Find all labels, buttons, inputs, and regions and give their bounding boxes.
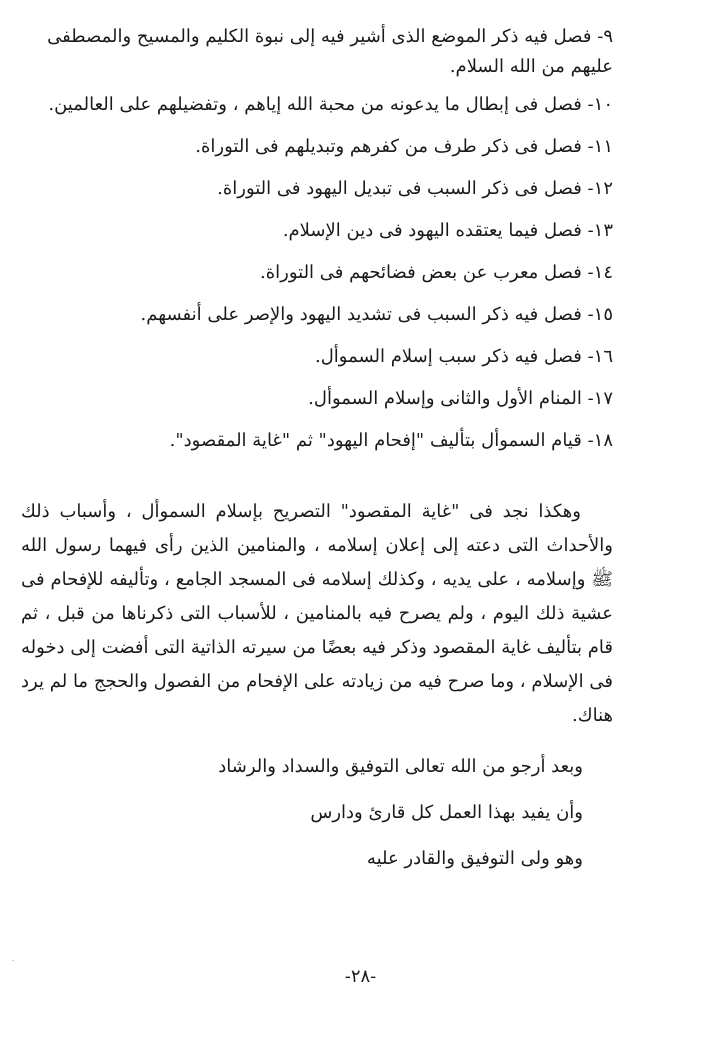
chapter-item-10: ١٠- فصل فى إبطال ما يدعونه من محبة الله إياهم ، وتفضيلهم على العالمين. bbox=[48, 94, 613, 115]
chapter-item-9: ٩- فصل فيه ذكر الموضع الذى أشير فيه إلى نبوة الكليم والمسيح والمصطفى عليهم من الله السلام. bbox=[47, 26, 613, 77]
chapter-item-11: ١١- فصل فى ذكر طرف من كفرهم وتبديلهم فى التوراة. bbox=[195, 136, 613, 157]
closing-lines bbox=[63, 752, 583, 890]
closing-line-2: وأن يفيد بهذا العمل كل قارئ ودارس bbox=[310, 802, 583, 823]
chapter-item-16: ١٦- فصل فيه ذكر سبب إسلام السموأل. bbox=[314, 346, 613, 367]
closing-line-1: وبعد أرجو من الله تعالى التوفيق والسداد والرشاد bbox=[218, 756, 583, 777]
chapter-list bbox=[21, 22, 613, 468]
scan-edge-mark bbox=[12, 960, 14, 961]
chapter-item-17: ١٧- المنام الأول والثانى وإسلام السموأل. bbox=[308, 388, 613, 409]
chapter-item-15: ١٥- فصل فيه ذكر السبب فى تشديد اليهود والإصر على أنفسهم. bbox=[140, 304, 613, 325]
body-paragraph: وهكذا نجد فى "غاية المقصود" التصريح بإسلام السموأل ، وأسباب ذلك والأحداث التى دعته إلى إعلان إسلامه ، والمنامين الذين رأى فيهما رسول الله ﷺ وإسلامه ، على يديه ، وكذلك إسلامه فى المسجد الجامع ، وتأليفه للإفحام فى عشية ذلك اليوم ، ولم يصرح فيه بالمنامين ، للأسباب التى ذكرناها من قبل ، ثم قام بتأليف غاية المقصود وذكر فيه بعضًا من سيرته الذاتية التى أفضت إلى دخوله فى الإسلام ، وما صرح فيه من زيادته على الإفحام من الفصول والحجج ما لم يرد هناك. bbox=[21, 501, 613, 726]
page-number: -٢٨- bbox=[344, 966, 377, 987]
chapter-item-18: ١٨- قيام السموأل بتأليف "إفحام اليهود" ثم "غاية المقصود". bbox=[169, 430, 613, 451]
chapter-item-12: ١٢- فصل فى ذكر السبب فى تبديل اليهود فى التوراة. bbox=[217, 178, 613, 199]
closing-line-3: وهو ولى التوفيق والقادر عليه bbox=[366, 848, 583, 869]
chapter-item-14: ١٤- فصل معرب عن بعض فضائحهم فى التوراة. bbox=[260, 262, 613, 283]
chapter-item-13: ١٣- فصل فيما يعتقده اليهود فى دين الإسلام. bbox=[282, 220, 613, 241]
